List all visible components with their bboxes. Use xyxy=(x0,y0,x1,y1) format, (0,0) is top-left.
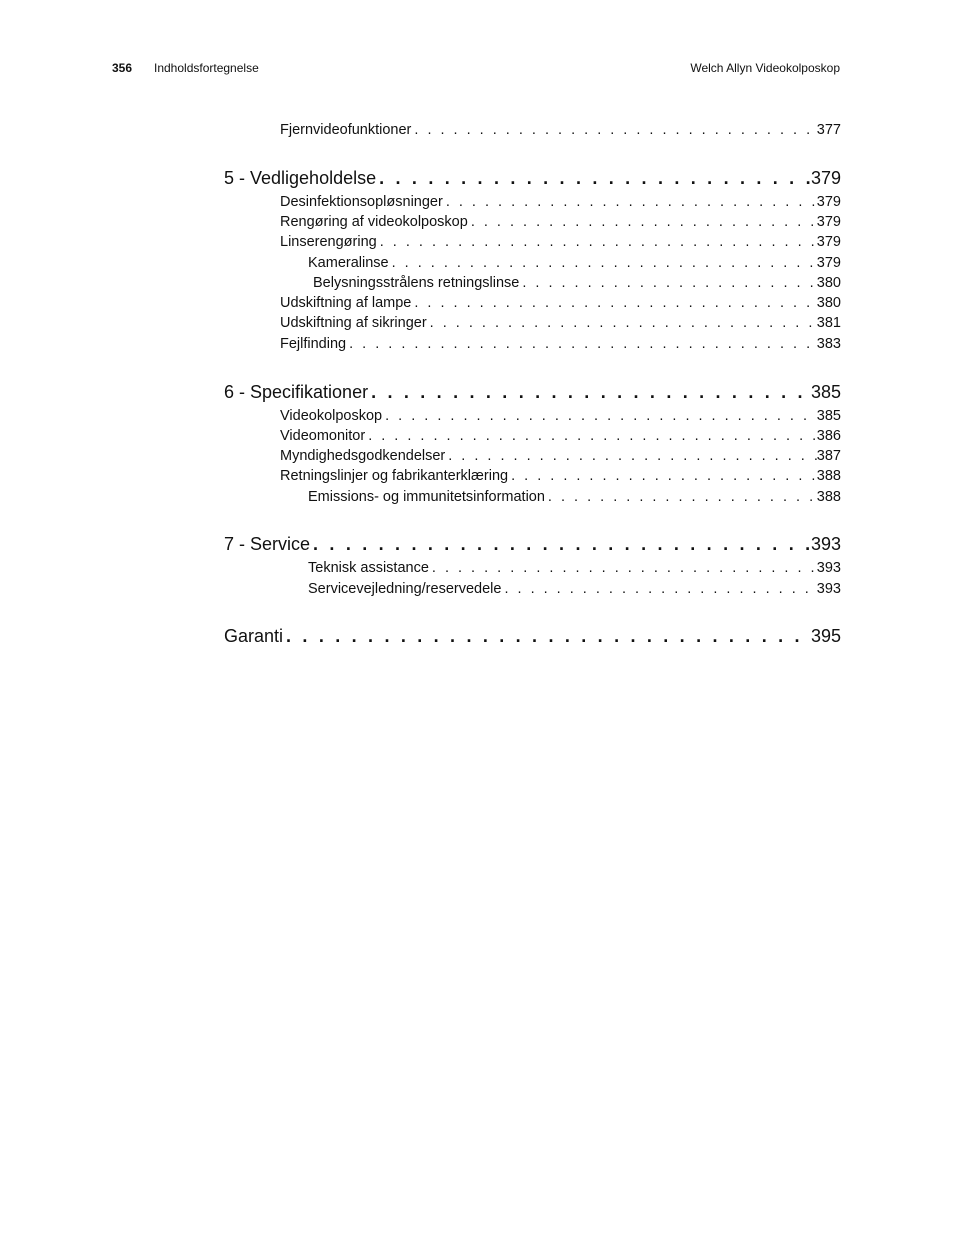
dot-leader xyxy=(368,381,811,403)
toc-entry-emissions[interactable] xyxy=(308,488,841,506)
dot-leader xyxy=(508,467,817,485)
toc-entry-label: Udskiftning af sikringer xyxy=(280,315,427,331)
dot-leader xyxy=(389,254,817,272)
toc-entry-page: 377 xyxy=(816,122,841,138)
toc-chapter-page: 393 xyxy=(810,534,841,554)
toc-entry-label: Teknisk assistance xyxy=(308,560,429,576)
dot-leader xyxy=(376,167,811,189)
toc-entry-page: 379 xyxy=(816,234,841,250)
toc-chapter-page: 385 xyxy=(810,382,841,402)
toc-entry-page: 393 xyxy=(816,560,841,576)
toc-entry-label: Udskiftning af lampe xyxy=(280,295,412,311)
dot-leader xyxy=(377,233,817,251)
toc-entry-fejlfinding[interactable] xyxy=(280,335,841,353)
toc-entry-label: Rengøring af videokolposkop xyxy=(280,214,468,230)
running-section-title: Indholdsfortegnelse xyxy=(154,61,259,75)
toc-entry-label: Videokolposkop xyxy=(280,408,383,424)
page-number: 356 xyxy=(112,61,133,75)
toc-chapter-label: 6 - Specifikationer xyxy=(224,382,369,402)
toc-entry-fjernvideofunktioner[interactable] xyxy=(280,121,841,139)
dot-leader xyxy=(365,427,817,445)
toc-entry-page: 385 xyxy=(816,408,841,424)
toc-entry-teknisk-assistance[interactable] xyxy=(308,559,841,577)
toc-entry-label: Belysningsstrålens retningslinse xyxy=(313,275,520,291)
toc-entry-page: 388 xyxy=(816,489,841,505)
toc-chapter-service[interactable] xyxy=(224,533,841,555)
toc-entry-page: 386 xyxy=(816,428,841,444)
dot-leader xyxy=(468,213,817,231)
toc-entry-videokolposkop[interactable] xyxy=(280,407,841,425)
toc-chapter-label: Garanti xyxy=(224,626,284,646)
toc-entry-rengoring[interactable] xyxy=(280,213,841,231)
toc-entry-belysning[interactable] xyxy=(313,274,841,292)
toc-entry-label: Kameralinse xyxy=(308,255,389,271)
toc-entry-page: 379 xyxy=(816,194,841,210)
toc-entry-servicevejledning[interactable] xyxy=(308,580,841,598)
toc-chapter-page: 395 xyxy=(810,626,841,646)
toc-chapter-page: 379 xyxy=(810,168,841,188)
dot-leader xyxy=(283,625,811,647)
toc-entry-retningslinjer[interactable] xyxy=(280,467,841,485)
dot-leader xyxy=(501,580,816,598)
dot-leader xyxy=(443,193,817,211)
dot-leader xyxy=(445,447,817,465)
dot-leader xyxy=(545,488,817,506)
toc-chapter-vedligeholdelse[interactable] xyxy=(224,167,841,189)
dot-leader xyxy=(411,121,816,139)
dot-leader xyxy=(346,335,817,353)
toc-entry-sikringer[interactable] xyxy=(280,314,841,332)
dot-leader xyxy=(310,533,811,555)
toc-entry-myndighedsgodkendelser[interactable] xyxy=(280,447,841,465)
toc-chapter-label: 5 - Vedligeholdelse xyxy=(224,168,377,188)
toc-entry-label: Videomonitor xyxy=(280,428,366,444)
toc-entry-page: 380 xyxy=(816,275,841,291)
toc-entry-page: 393 xyxy=(816,581,841,597)
toc-entry-label: Linserengøring xyxy=(280,234,377,250)
toc-entry-label: Emissions- og immunitetsinformation xyxy=(308,489,545,505)
toc-entry-videomonitor[interactable] xyxy=(280,427,841,445)
toc-entry-page: 383 xyxy=(816,336,841,352)
dot-leader xyxy=(427,314,817,332)
toc-entry-lampe[interactable] xyxy=(280,294,841,312)
running-document-title: Welch Allyn Videokolposkop xyxy=(690,61,840,75)
toc-entry-label: Fejlfinding xyxy=(280,336,347,352)
toc-chapter-specifikationer[interactable] xyxy=(224,381,841,403)
toc-entry-kameralinse[interactable] xyxy=(308,254,841,272)
toc-entry-label: Servicevejledning/reservedele xyxy=(308,581,502,597)
toc-chapter-label: 7 - Service xyxy=(224,534,311,554)
dot-leader xyxy=(429,559,817,577)
toc-entry-page: 379 xyxy=(816,214,841,230)
toc-chapter-garanti[interactable] xyxy=(224,625,841,647)
toc-entry-label: Myndighedsgodkendelser xyxy=(280,448,446,464)
toc-entry-page: 381 xyxy=(816,315,841,331)
toc-entry-label: Retningslinjer og fabrikanterklæring xyxy=(280,468,509,484)
dot-leader xyxy=(519,274,816,292)
toc-entry-linserengoring[interactable] xyxy=(280,233,841,251)
toc-entry-label: Desinfektionsopløsninger xyxy=(280,194,443,210)
dot-leader xyxy=(382,407,817,425)
toc-entry-page: 388 xyxy=(816,468,841,484)
toc-entry-page: 379 xyxy=(816,255,841,271)
dot-leader xyxy=(411,294,816,312)
toc-entry-label: Fjernvideofunktioner xyxy=(280,122,412,138)
toc-entry-page: 387 xyxy=(816,448,841,464)
toc-entry-page: 380 xyxy=(816,295,841,311)
toc-entry-desinfektion[interactable] xyxy=(280,193,841,211)
